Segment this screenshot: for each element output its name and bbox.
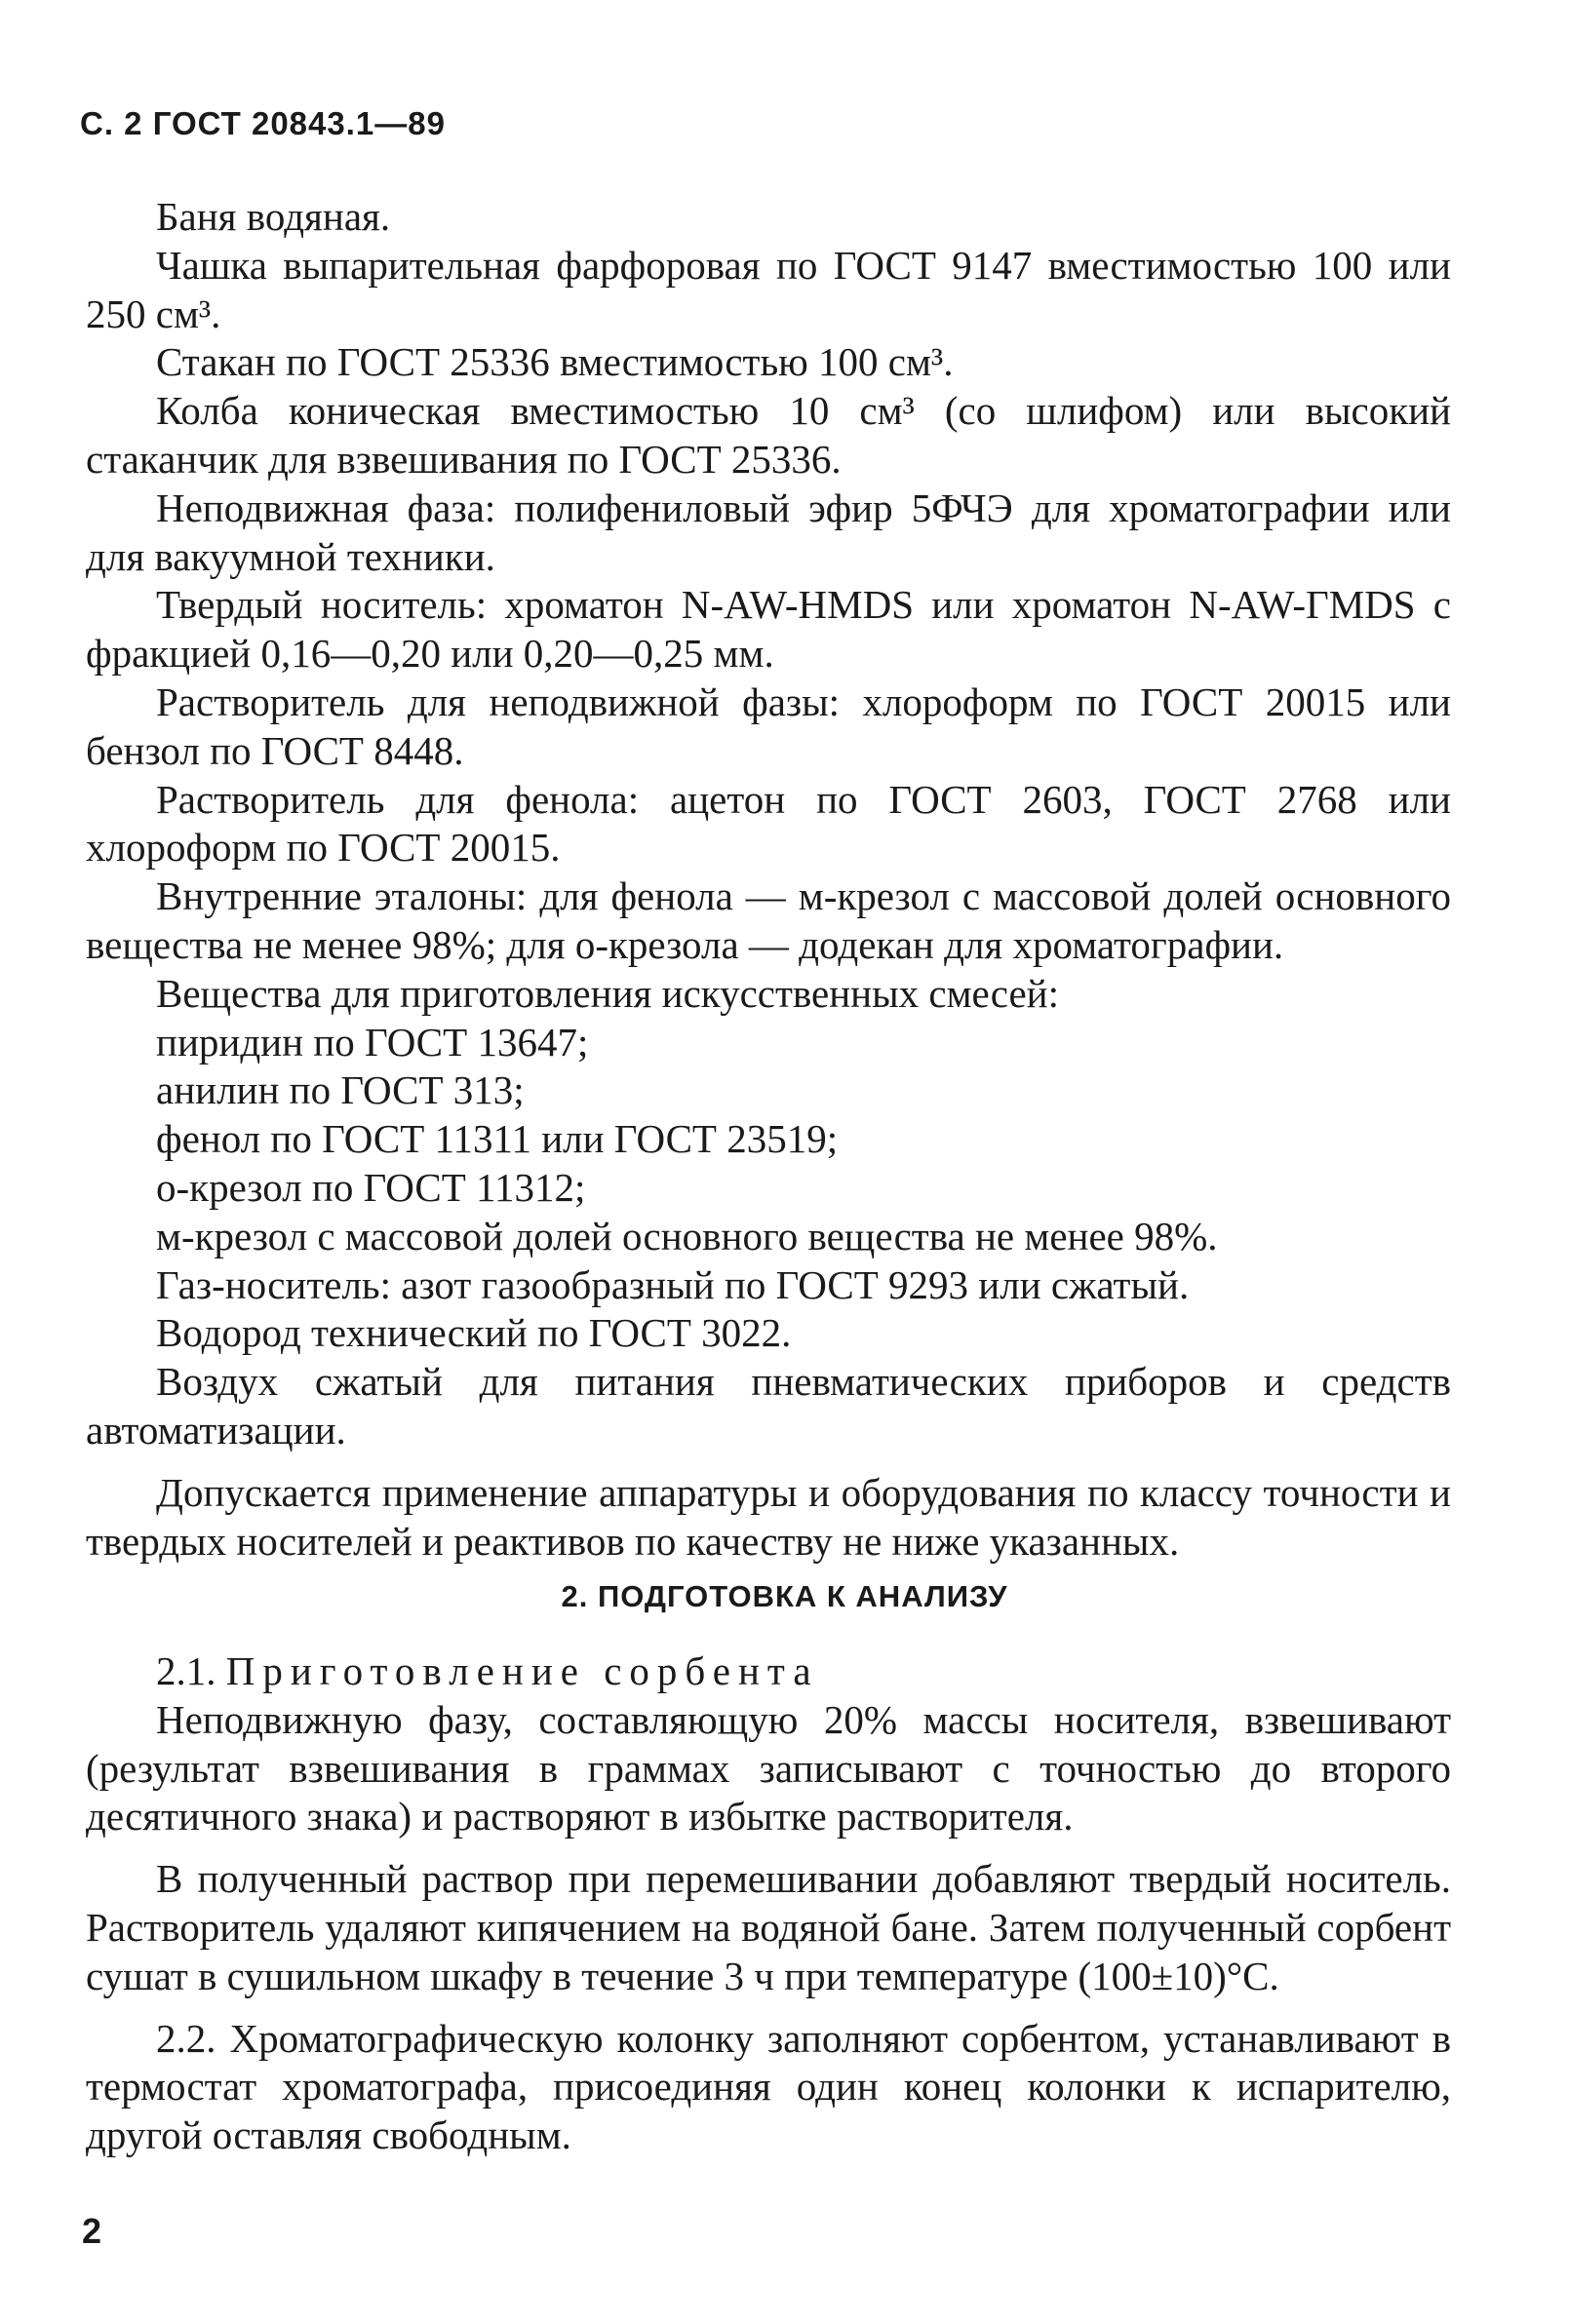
subsection-title-text: Приготовление сорбента [225, 1648, 819, 1693]
list-item: анилин по ГОСТ 313; [156, 1067, 525, 1113]
subsection-number: 2.1. [156, 1648, 216, 1693]
materials-list [86, 193, 1451, 1566]
paragraph: Внутренние эталоны: для фенола — м-крезол с массовой долей основного вещества не менее 98%; для о-крезола — додекан для хроматографии. [86, 873, 1451, 967]
paragraph: Неподвижную фазу, составляющую 20% массы носителя, взвешивают (результат взвешивания в граммах записывают с точностью до второго десятичного знака) и растворяют в избытке растворителя. [86, 1696, 1451, 1840]
paragraph: Газ-носитель: азот газообразный по ГОСТ 9293 или сжатый. [156, 1261, 1190, 1307]
running-head: С. 2 ГОСТ 20843.1—89 [80, 105, 446, 141]
page-number: 2 [82, 2211, 102, 2251]
section-2-body [86, 1647, 1451, 2160]
list-item: м-крезол с массовой долей основного вещества не менее 98%. [156, 1213, 1218, 1259]
section-heading: 2. ПОДГОТОВКА К АНАЛИЗУ [561, 1579, 1008, 1613]
paragraph: Стакан по ГОСТ 25336 вместимостью 100 см³. [156, 339, 954, 385]
paragraph: Воздух сжатый для питания пневматических приборов и средств автоматизации. [86, 1359, 1451, 1452]
paragraph: Чашка выпарительная фарфоровая по ГОСТ 9147 вместимостью 100 или 250 см³. [86, 242, 1451, 336]
list-item: о-крезол по ГОСТ 11312; [156, 1164, 586, 1210]
list-item: фенол по ГОСТ 11311 или ГОСТ 23519; [156, 1116, 839, 1162]
paragraph: Колба коническая вместимостью 10 см³ (со шлифом) или высокий стаканчик для взвешивания по ГОСТ 25336. [86, 388, 1451, 482]
paragraph: 2.2. Хроматографическую колонку заполняют сорбентом, устанавливают в термостат хроматографа, присоединяя один конец колонки к испарителю, другой оставляя свободным. [86, 2015, 1451, 2158]
paragraph: Вещества для приготовления искусственных смесей: [156, 970, 1060, 1016]
paragraph: Водород технический по ГОСТ 3022. [156, 1310, 792, 1356]
paragraph: В полученный раствор при перемешивании добавляют твердый носитель. Растворитель удаляют кипячением на водяной бане. Затем полученный сорбент сушат в сушильном шкафу в течение 3 ч при температуре (100±10)°С. [86, 1856, 1451, 1998]
paragraph: Допускается применение аппаратуры и оборудования по классу точности и твердых носителей и реактивов по качеству не ниже указанных. [86, 1469, 1451, 1564]
paragraph: Твердый носитель: хроматон N-AW-HMDS или хроматон N-AW-ГMDS с фракцией 0,16—0,20 или 0,20—0,25 мм. [86, 582, 1451, 677]
paragraph: Растворитель для фенола: ацетон по ГОСТ 2603, ГОСТ 2768 или хлороформ по ГОСТ 20015. [86, 776, 1451, 871]
subsection-title [86, 1647, 1451, 1696]
paragraph: Неподвижная фаза: полифениловый эфир 5ФЧЭ для хроматографии или для вакуумной техники. [86, 484, 1451, 579]
paragraph: Баня водяная. [156, 194, 391, 239]
list-item: пиридин по ГОСТ 13647; [156, 1019, 589, 1065]
paragraph: Растворитель для неподвижной фазы: хлороформ по ГОСТ 20015 или бензол по ГОСТ 8448. [86, 678, 1451, 773]
